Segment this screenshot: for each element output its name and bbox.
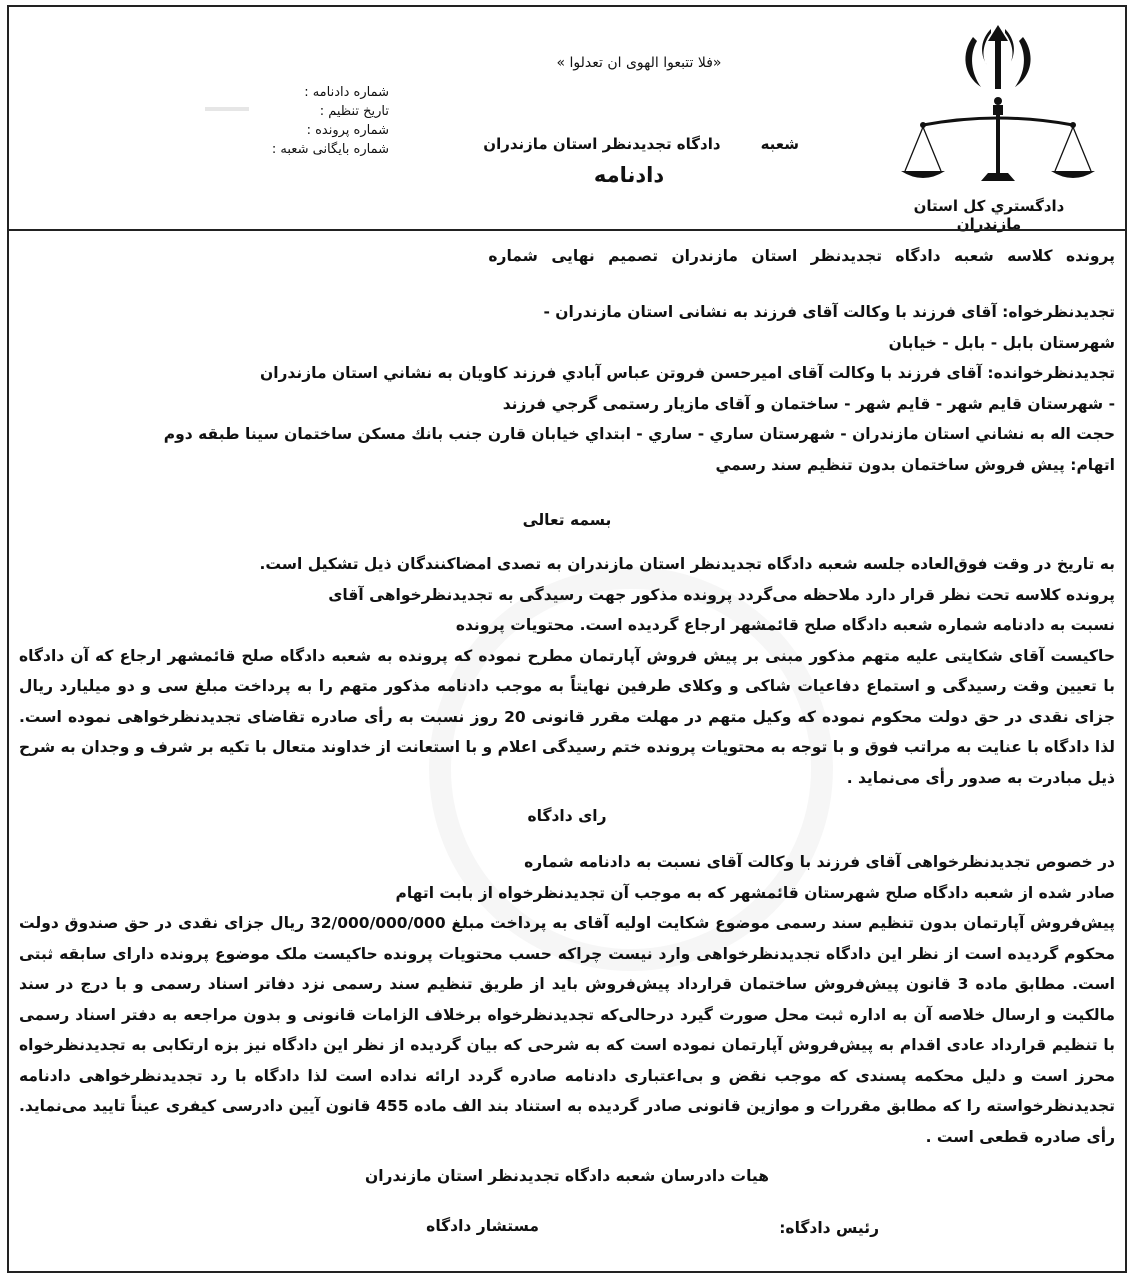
charge-line: اتهام: پیش فروش ساختمان بدون تنظیم سند رسمي	[715, 455, 1115, 474]
document-meta	[159, 83, 389, 159]
quran-verse: «فلا تتبعوا الهوی ان تعدلوا »	[556, 55, 722, 71]
appellant-line-2: شهرستان بابل - بابل - خیابان	[888, 333, 1115, 352]
ruling-paragraph-3: پیش‌فروش آپارتمان بدون تنظیم سند رسمی موضوع شکایت اولیه آقای به پرداخت مبلغ 32/000/000/000 ریال جزای نقدی در حق صندوق دولت محکوم گردیده است از نظر این دادگاه تجدیدنظرخواهی وارد نیست چراکه حسب محتویات پرونده حاکیست ملک موضوع پرونده دارای سابقه ثبتی است. مطابق ماده 3 قانون پیش‌فروش ساختمان قرارداد پیش‌فروش باید از طریق تنظیم سند رسمی نزد دفاتر اسناد رسمی و با درج در سند مالکیت و ارسال خلاصه آن به اداره ثبت محل صورت گیرد درحالی‌که تجدیدنظرخواه برخلاف الزامات قانونی و بدون مراجعه به دفتر اسناد رسمی با تنظیم قرارداد عادی اقدام به پیش‌فروش آپارتمان نموده است که به شرحی که بیان گردیده از نظر این دادگاه نیز بزه ارتکابی به تجدیدنظرخواه محرز است و دلیل محکمه پسندی که موجب نقض و بی‌اعتباری دادنامه صادره گردد ارائه نداده است لذا دادگاه با رد تجدیدنظرخواهی دادنامه تجدیدنظرخواسته را که مطابق مقررات و موازین قانونی صادر گردیده به استناد بند الف ماده 455 قانون آیین دادرسی کیفری عیناً تایید می‌نماید. رأی صادره قطعی است .	[19, 914, 1115, 1146]
respondent-line-1: تجدیدنظرخوانده: آقای فرزند با وكالت آقای امیرحسن فروتن عباس آبادي فرزند كاویان به نشاني استان مازندران	[259, 364, 1115, 382]
basmala-heading: بسمه تعالی	[522, 511, 612, 529]
iran-emblem-with-scales-icon	[893, 21, 1103, 196]
panel-line: هیات دادرسان شعبه دادگاه تجدیدنظر استان مازندران	[365, 1167, 769, 1185]
ruling-heading: رای دادگاه	[527, 807, 607, 825]
ruling-paragraph-2: صادر شده از شعبه دادگاه صلح شهرستان قائمشهر که به موجب آن تجدیدنظرخواه از بابت اتهام	[395, 883, 1115, 902]
issue-date-label: تاریخ تنظیم :	[319, 104, 389, 119]
intro-paragraph-1: به تاریخ در وقت فوق‌العاده جلسه شعبه دادگاه تجدیدنظر استان مازندران به تصدی امضاکنندگان ذیل تشکیل است.	[259, 555, 1115, 573]
branch-label: شعبه	[760, 135, 799, 153]
intro-paragraph-2: پرونده کلاسه تحت نظر قرار دارد ملاحظه می‌گردد پرونده مذکور جهت رسیدگی به تجدیدنظرخواهی آقای	[328, 585, 1115, 604]
chief-judge-label: رئیس دادگاه:	[779, 1219, 879, 1237]
redacted-value	[205, 107, 249, 111]
ruling-section	[19, 847, 1115, 1152]
court-name: دادگاه تجدیدنظر استان مازندران	[483, 135, 721, 153]
case-number-label: شماره پرونده :	[306, 123, 389, 138]
appellant-line-1: تجدیدنظرخواه: آقای فرزند با وكالت آقای فرزند به نشانی استان مازندران -	[543, 303, 1115, 321]
intro-section	[19, 549, 1115, 793]
counsel-label: مستشار دادگاه	[426, 1217, 539, 1235]
respondent-line-3: حجت اله به نشاني استان مازندران - شهرستان ساري - ساري - ابتداي خیابان قارن جنب بانك مسكن ساختمان سینا طبقه دوم	[163, 425, 1115, 443]
respondent-line-2: - شهرستان قایم شهر - قایم شهر - ساختمان و آقای مازیار رستمی گرجي فرزند	[502, 394, 1115, 413]
document-title: دادنامه	[593, 163, 665, 187]
court-header	[469, 135, 799, 153]
organization-caption: دادگستري كل استان مازندران	[913, 197, 1065, 233]
intro-paragraph-3: نسبت به دادنامه شماره شعبه دادگاه صلح قائمشهر ارجاع گردیده است. محتویات پرونده	[455, 616, 1115, 634]
verdict-document	[7, 5, 1127, 1273]
intro-paragraph-4: حاکیست آقای شکایتی علیه متهم مذکور مبنی بر پیش فروش آپارتمان مطرح نموده که پرونده به شعبه دادگاه صلح قائمشهر ارجاع که آن دادگاه با تعیین وقت رسیدگی و استماع دفاعیات شاکی و وکلای طرفین نهایتاً به موجب دادنامه مذکور متهم را به پرداخت مبلغ سی و دو میلیارد ریال جزای نقدی در حق دولت محکوم نموده که وکیل متهم در مهلت مقرر قانونی 20 روز نسبت به رأی صادره تقاضای تجدیدنظرخواهی نموده است. لذا دادگاه با عنایت به مراتب فوق و با توجه به محتویات پرونده ختم رسیدگی اعلام و با استعانت از خداوند متعال با تکیه بر شرف و وجدان به شرح ذیل مبادرت به صدور رأی می‌نماید .	[19, 646, 1115, 787]
emblem-block	[883, 21, 1113, 233]
header-divider	[9, 229, 1125, 231]
verdict-number-label: شماره دادنامه :	[304, 85, 389, 100]
file-line: پرونده كلاسه شعبه دادگاه تجدیدنظر استان مازندران تصمیم نهایی شماره	[488, 247, 1115, 265]
archive-number-label: شماره بایگانی شعبه :	[271, 142, 389, 157]
parties-block	[19, 297, 1115, 480]
ruling-paragraph-1: در خصوص تجدیدنظرخواهی آقای فرزند با وکالت آقای نسبت به دادنامه شماره	[524, 853, 1115, 871]
